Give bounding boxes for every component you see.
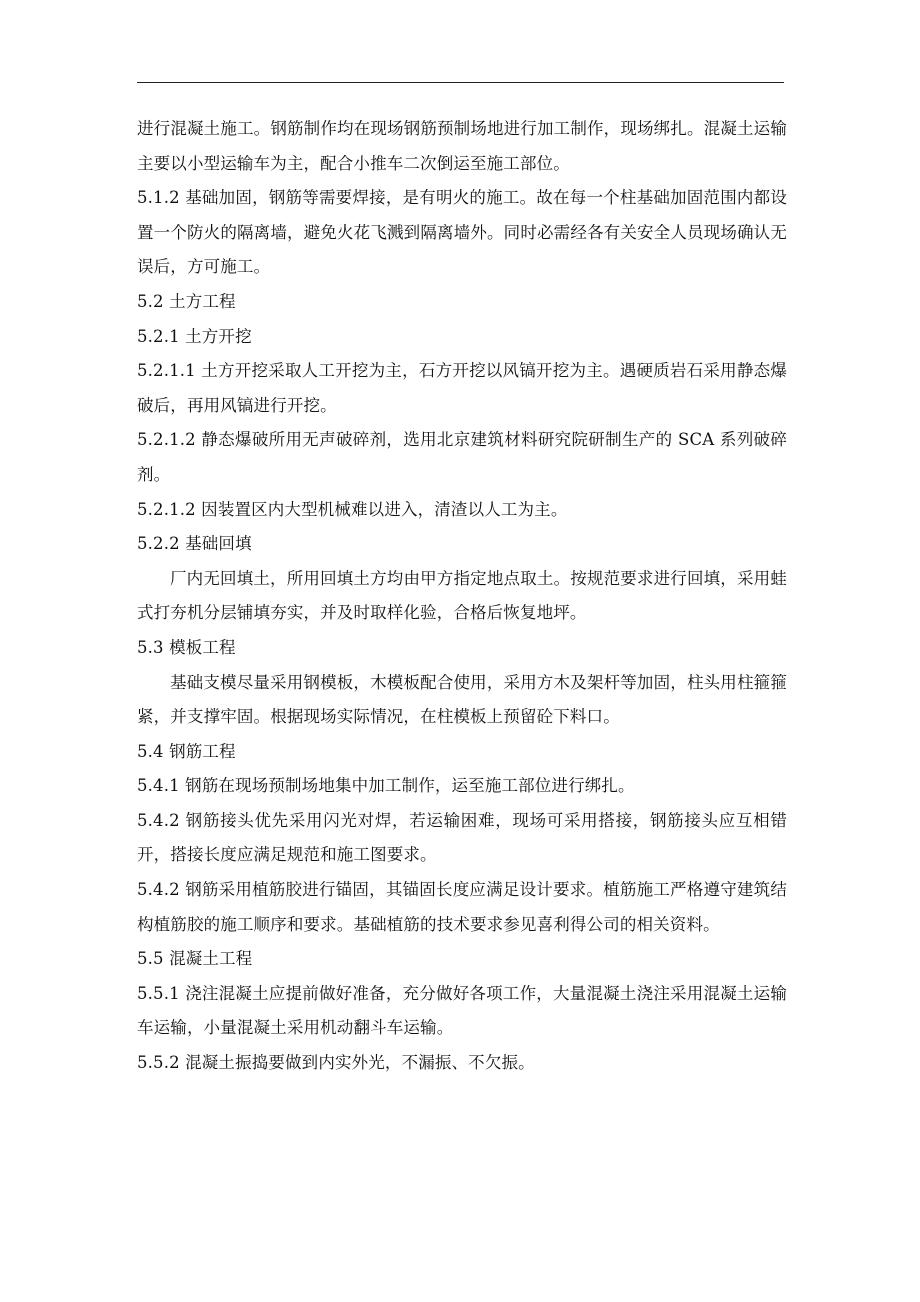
section-heading-5-2: 5.2 土方工程 [137, 291, 236, 311]
header-rule [137, 82, 784, 83]
section-heading-5-3: 5.3 模板工程 [137, 637, 236, 657]
section-heading-5-2-2: 5.2.2 基础回填 [137, 534, 252, 554]
paragraph-5-2-1-1: 5.2.1.1 土方开挖采取人工开挖为主，石方开挖以风镐开挖为主。遇硬质岩石采用静态爆破后，再用风镐进行开挖。 [137, 361, 787, 415]
paragraph-2: 5.1.2 基础加固，钢筋等需要焊接，是有明火的施工。故在每一个柱基础加固范围内都设置一个防火的隔离墙，避免火花飞溅到隔离墙外。同时必需经各有关安全人员现场确认无误后，方可施工。 [137, 188, 787, 277]
paragraph-5-4-2-a: 5.4.2 钢筋接头优先采用闪光对焊，若运输困难，现场可采用搭接，钢筋接头应互相错开，搭接长度应满足规范和施工图要求。 [137, 810, 787, 865]
paragraph-5-5-2: 5.5.2 混凝土振捣要做到内实外光，不漏振、不欠振。 [137, 1053, 535, 1073]
paragraph-formwork: 基础支模尽量采用钢模板，木模板配合使用，采用方木及架杆等加固，柱头用柱箍箍紧，并支撑牢固。根据现场实际情况，在柱模板上预留砼下料口。 [137, 672, 787, 727]
section-heading-5-5: 5.5 混凝土工程 [137, 949, 253, 969]
paragraph-1: 进行混凝土施工。钢筋制作均在现场钢筋预制场地进行加工制作，现场绑扎。混凝土运输主要以小型运输车为主，配合小推车二次倒运至施工部位。 [137, 119, 787, 173]
paragraph-5-5-1: 5.5.1 浇注混凝土应提前做好准备，充分做好各项工作，大量混凝土浇注采用混凝土运输车运输，小量混凝土采用机动翻斗车运输。 [137, 983, 787, 1038]
section-heading-5-2-1: 5.2.1 土方开挖 [137, 326, 252, 346]
document-body [137, 112, 787, 1081]
section-heading-5-4: 5.4 钢筋工程 [137, 741, 236, 761]
paragraph-5-2-1-2-b: 5.2.1.2 因装置区内大型机械难以进入，清渣以人工为主。 [137, 499, 568, 519]
paragraph-5-4-1: 5.4.1 钢筋在现场预制场地集中加工制作，运至施工部位进行绑扎。 [137, 776, 635, 796]
paragraph-5-4-2-b: 5.4.2 钢筋采用植筋胶进行锚固，其锚固长度应满足设计要求。植筋施工严格遵守建筑结构植筋胶的施工顺序和要求。基础植筋的技术要求参见喜利得公司的相关资料。 [137, 880, 787, 934]
paragraph-backfill: 厂内无回填土，所用回填土方均由甲方指定地点取土。按规范要求进行回填，采用蛙式打夯机分层铺填夯实，并及时取样化验，合格后恢复地坪。 [137, 568, 787, 623]
paragraph-5-2-1-2-a: 5.2.1.2 静态爆破所用无声破碎剂，选用北京建筑材料研究院研制生产的 SCA 系列破碎剂。 [137, 430, 787, 484]
